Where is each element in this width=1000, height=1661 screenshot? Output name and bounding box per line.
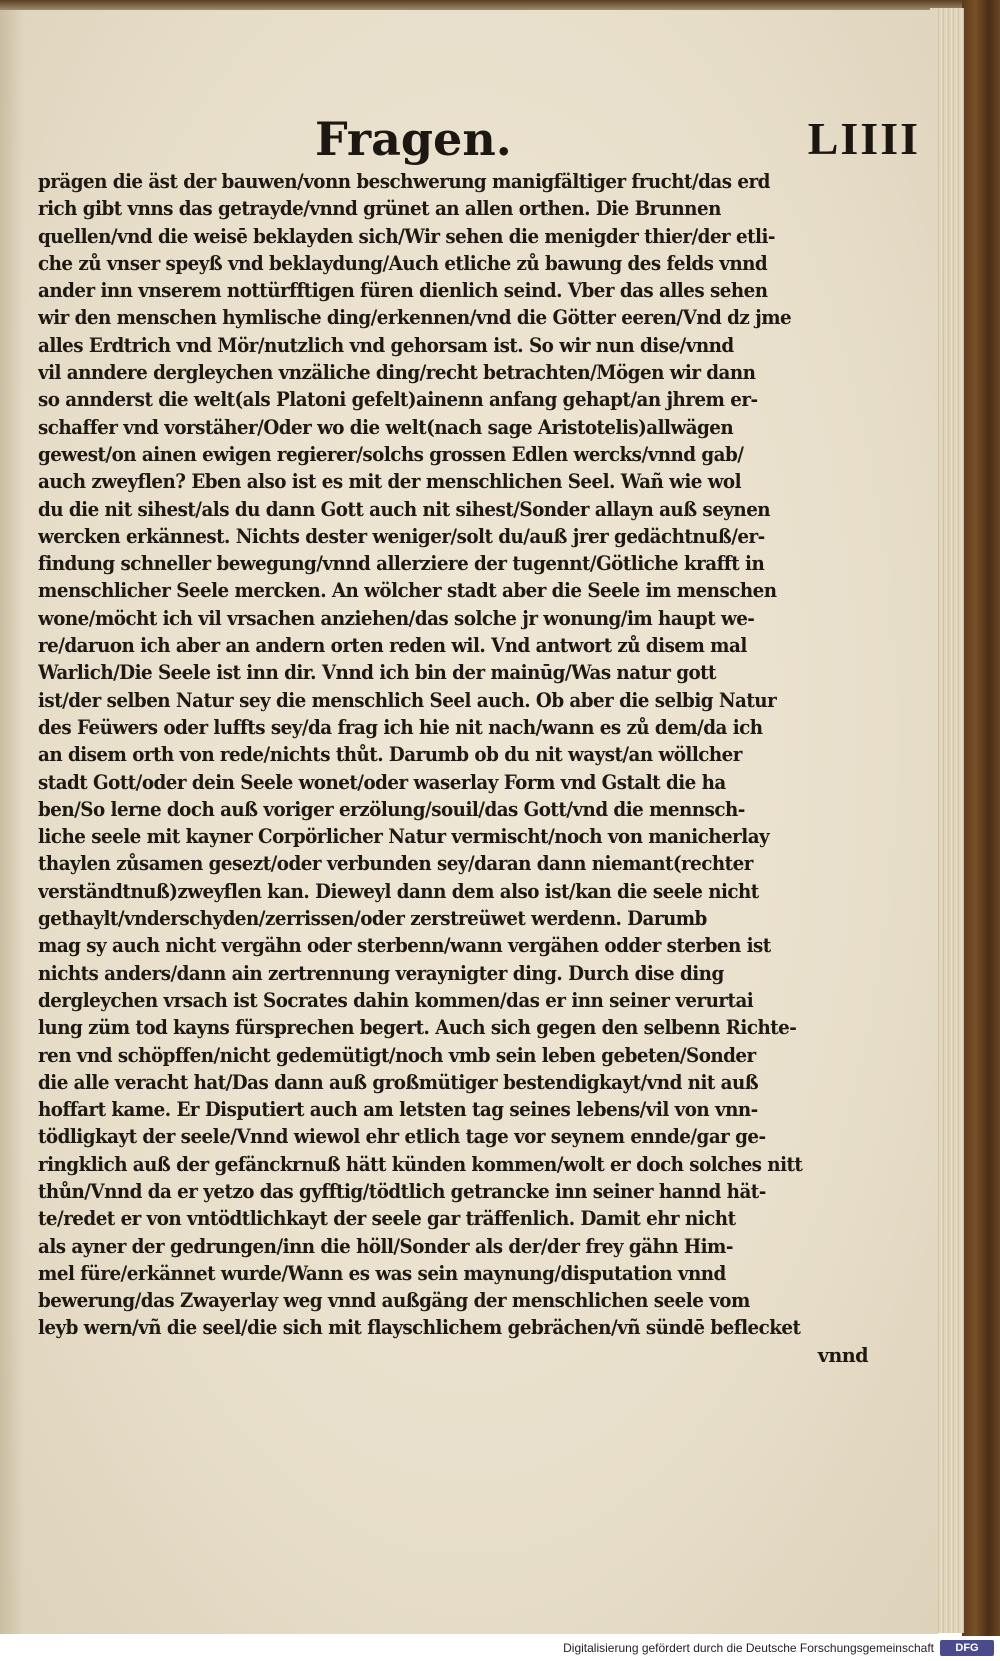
folio-number: LIIII [807, 113, 920, 164]
text-line: alles Erdtrich vnd Mör/nutzlich vnd gehorsam ist. So wir nun dise/vnnd [38, 333, 734, 357]
text-line: thůn/Vnnd da er yetzo das gyfftig/tödtlich getrancke inn seiner hannd hät- [38, 1179, 766, 1203]
text-line: liche seele mit kayner Corpörlicher Natur vermischt/noch von manicherlay [38, 825, 770, 849]
text-line: ringklich auß der gefänckrnuß hätt künden kommen/wolt er doch solches nitt [38, 1152, 803, 1176]
text-line: re/daruon ich aber an andern orten reden wil. Vnd antwort zů disem mal [38, 634, 747, 658]
text-line: quellen/vnd die weisē beklayden sich/Wir sehen die menigder thier/der etli- [38, 224, 775, 248]
text-line: mel füre/erkännet wurde/Wann es was sein maynung/disputation vnnd [38, 1261, 726, 1285]
text-line: ander inn vnserem nottürfftigen füren dienlich seind. Vber das alles sehen [38, 279, 768, 303]
text-line: lung züm tod kayns fürsprechen begert. Auch sich gegen den selbenn Richte- [38, 1016, 797, 1040]
text-line: ren vnd schöpffen/nicht gedemütigt/noch vmb sein leben gebeten/Sonder [38, 1043, 756, 1067]
text-line: bewerung/das Zwayerlay weg vnnd außgäng der menschlichen seele vom [38, 1289, 750, 1313]
text-line: mag sy auch nicht vergähn oder sterbenn/wann vergähen odder sterben ist [38, 934, 771, 958]
text-line: Warlich/Die Seele ist inn dir. Vnnd ich bin der mainūg/Was natur gott [38, 661, 716, 685]
text-line: ben/So lerne doch auß voriger erzölung/souil/das Gott/vnd die mennsch- [38, 797, 745, 821]
text-line: te/redet er von vntödtlichkayt der seele gar träffenlich. Damit ehr nicht [38, 1207, 736, 1231]
dfg-logo-icon [940, 1640, 994, 1656]
text-line: gethaylt/vnderschyden/zerrissen/oder zerstreüwet werdenn. Darumb [38, 907, 707, 931]
text-line: thaylen zůsamen gesezt/oder verbunden sey/daran dann niemant(rechter [38, 852, 753, 876]
text-line: verständtnuß)zweyflen kan. Dieweyl dann dem also ist/kan die seele nicht [38, 879, 759, 903]
text-line: des Feüwers oder luffts sey/da frag ich hie nit nach/wann es zů dem/da ich [38, 715, 763, 739]
text-line: wercken erkännest. Nichts dester weniger/solt du/auß jrer gedächtnuß/er- [38, 524, 765, 548]
text-line: die alle veracht hat/Das dann auß großmütiger bestendigkayt/vnd nit auß [38, 1070, 759, 1094]
text-line: wir den menschen hymlische ding/erkennen/vnd die Götter eeren/Vnd dz jme [38, 306, 792, 330]
footer-bar [0, 1636, 1000, 1661]
text-line: dergleychen vrsach ist Socrates dahin kommen/das er inn seiner verurtai [38, 988, 754, 1012]
page-header [40, 112, 920, 172]
text-line: schaffer vnd vorstäher/Oder wo die welt(nach sage Aristotelis)allwägen [38, 415, 734, 439]
text-line: stadt Gott/oder dein Seele wonet/oder waserlay Form vnd Gstalt die ha [38, 770, 726, 794]
text-line: gewest/on ainen ewigen regierer/solchs grossen Edlen wercks/vnnd gab/ [38, 442, 744, 466]
text-line: prägen die äst der bauwen/vonn beschwerung manigfältiger frucht/das erd [38, 170, 770, 193]
text-line: vil anndere dergleychen vnzäliche ding/recht betrachten/Mögen wir dann [38, 361, 756, 385]
book-cover-edge [962, 0, 1000, 1636]
text-line: menschlicher Seele mercken. An wölcher stadt aber die Seele im menschen [38, 579, 777, 603]
text-line: wone/möcht ich vil vrsachen anziehen/das solche jr wonung/im haupt we- [38, 606, 755, 630]
text-line: so annderst die welt(als Platoni gefelt)ainenn anfang gehapt/an jhrem er- [38, 388, 758, 412]
text-line: che zů vnser speyß vnd beklaydung/Auch etliche zů bawung des felds vnnd [38, 251, 768, 275]
dfg-logo-text: DFG [955, 1642, 979, 1654]
running-head: Fragen. [315, 112, 512, 166]
text-line: als ayner der gedrungen/inn die höll/Sonder als der/der frey gähn Him- [38, 1234, 733, 1258]
text-line: leyb wern/vñ die seel/die sich mit flayschlichem gebrächen/vñ sündē beflecket [38, 1316, 801, 1340]
text-line: findung schneller bewegung/vnnd allerziere der tugennt/Götliche krafft in [38, 552, 765, 576]
text-line: tödligkayt der seele/Vnnd wiewol ehr etlich tage vor seynem ennde/gar ge- [38, 1125, 766, 1149]
text-line: ist/der selben Natur sey die menschlich Seel auch. Ob aber die selbig Natur [38, 688, 777, 712]
text-line: du die nit sihest/als du dann Gott auch nit sihest/Sonder allayn auß seynen [38, 497, 771, 521]
digitization-credit: Digitalisierung gefördert durch die Deutsche Forschungsgemeinschaft [563, 1641, 934, 1655]
page-gutter-shadow [0, 10, 24, 1634]
catchword: vnnd [817, 1343, 868, 1367]
text-line: an disem orth von rede/nichts thůt. Darumb ob du nit wayst/an wöllcher [38, 743, 742, 767]
text-line: hoffart kame. Er Disputiert auch am letsten tag seines lebens/vil von vnn- [38, 1098, 758, 1122]
text-line: nichts anders/dann ain zertrennung veraynigter ding. Durch dise ding [38, 961, 724, 985]
text-line: rich gibt vnns das getrayde/vnnd grünet an allen orthen. Die Brunnen [38, 197, 721, 221]
body-text [38, 168, 938, 1369]
text-line: auch zweyflen? Eben also ist es mit der menschlichen Seel. Wañ wie wol [38, 470, 742, 494]
